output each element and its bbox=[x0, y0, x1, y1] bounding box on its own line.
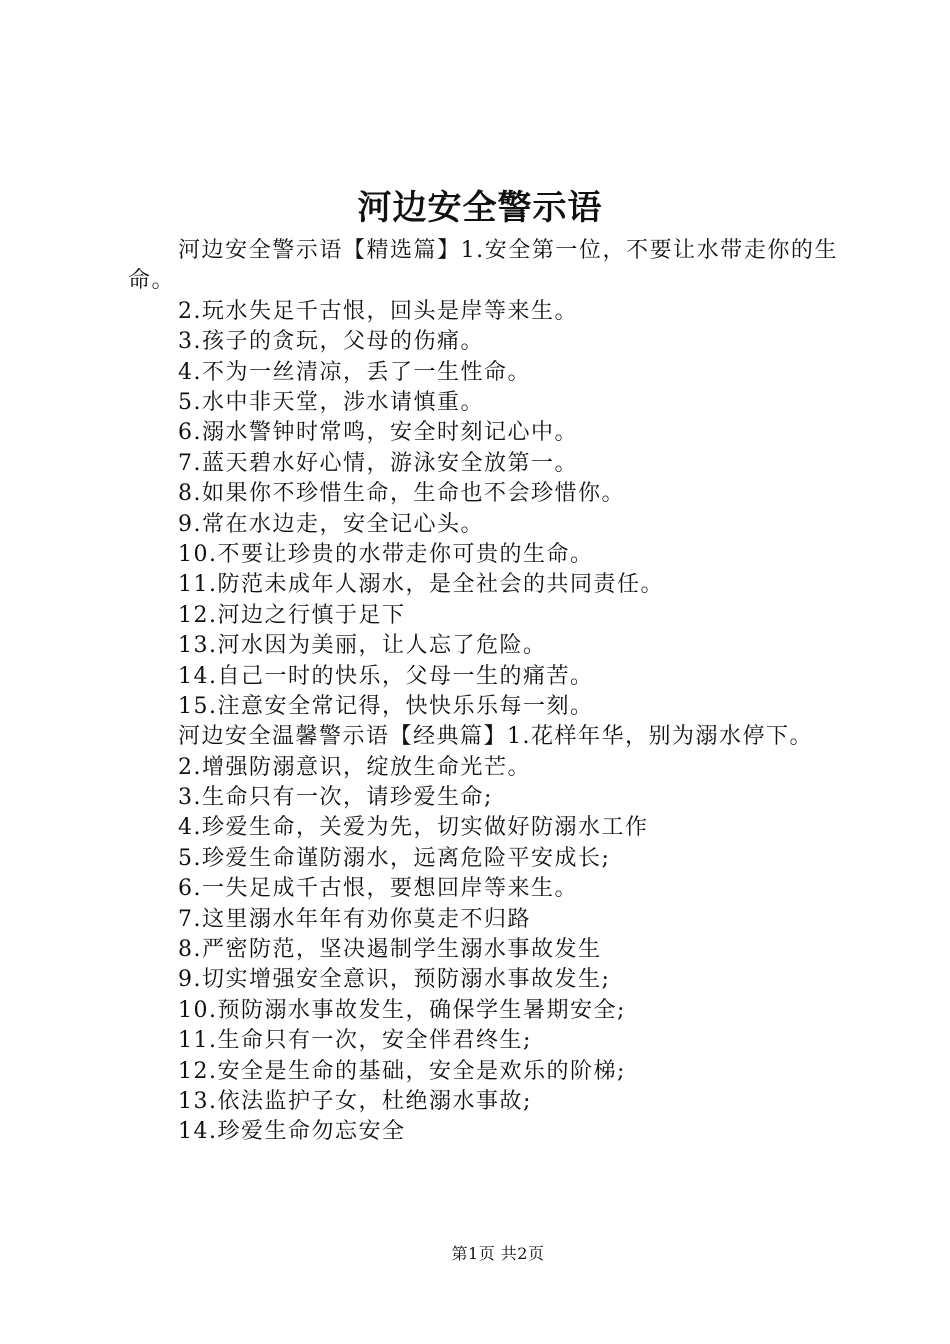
slogan-item: 14.自己一时的快乐，父母一生的痛苦。 bbox=[178, 663, 594, 689]
slogan-item: 11.防范未成年人溺水，是全社会的共同责任。 bbox=[178, 572, 664, 598]
section1-intro-paragraph: 河边安全警示语【精选篇】1.安全第一位，不要让水带走你的生命。 bbox=[128, 238, 838, 294]
slogan-item: 2.增强防溺意识，绽放生命光芒。 bbox=[178, 754, 531, 780]
slogan-item: 8.如果你不珍惜生命，生命也不会珍惜你。 bbox=[178, 481, 625, 507]
slogan-item: 8.严密防范，坚决遏制学生溺水事故发生 bbox=[178, 937, 602, 963]
slogan-item: 13.河水因为美丽，让人忘了危险。 bbox=[178, 633, 547, 659]
slogan-item: 4.珍爱生命，关爱为先，切实做好防溺水工作 bbox=[178, 815, 649, 841]
slogan-item: 14.珍爱生命勿忘安全 bbox=[178, 1119, 406, 1145]
slogan-item: 7.蓝天碧水好心情，游泳安全放第一。 bbox=[178, 450, 578, 476]
slogan-item: 6.溺水警钟时常鸣，安全时刻记心中。 bbox=[178, 420, 578, 446]
section2-intro-paragraph: 河边安全温馨警示语【经典篇】1.花样年华，别为溺水停下。 bbox=[178, 724, 813, 750]
slogan-item: 5.珍爱生命谨防溺水，远离危险平安成长; bbox=[178, 845, 611, 871]
slogan-item: 2.玩水失足千古恨，回头是岸等来生。 bbox=[178, 298, 578, 324]
slogan-item: 12.安全是生命的基础，安全是欢乐的阶梯; bbox=[178, 1058, 626, 1084]
slogan-item: 9.常在水边走，安全记心头。 bbox=[178, 511, 484, 537]
slogan-item: 9.切实增强安全意识，预防溺水事故发生; bbox=[178, 967, 611, 993]
slogan-item: 10.不要让珍贵的水带走你可贵的生命。 bbox=[178, 541, 594, 567]
slogan-item: 10.预防溺水事故发生，确保学生暑期安全; bbox=[178, 997, 626, 1023]
page-footer: 第1页 共2页 bbox=[451, 1244, 545, 1263]
slogan-item: 6.一失足成千古恨，要想回岸等来生。 bbox=[178, 876, 578, 902]
slogan-item: 3.生命只有一次，请珍爱生命; bbox=[178, 785, 493, 811]
slogan-item: 11.生命只有一次，安全伴君终生; bbox=[178, 1028, 532, 1054]
document-title: 河边安全警示语 bbox=[357, 188, 603, 228]
slogan-item: 4.不为一丝清凉，丢了一生性命。 bbox=[178, 359, 531, 385]
slogan-item: 12.河边之行慎于足下 bbox=[178, 602, 406, 628]
slogan-item: 13.依法监护子女，杜绝溺水事故; bbox=[178, 1088, 532, 1114]
slogan-item: 15.注意安全常记得，快快乐乐每一刻。 bbox=[178, 693, 594, 719]
slogan-item: 5.水中非天堂，涉水请慎重。 bbox=[178, 389, 484, 415]
slogan-item: 3.孩子的贪玩，父母的伤痛。 bbox=[178, 329, 484, 355]
slogan-item: 7.这里溺水年年有劝你莫走不归路 bbox=[178, 906, 531, 932]
document-body bbox=[128, 236, 838, 1148]
